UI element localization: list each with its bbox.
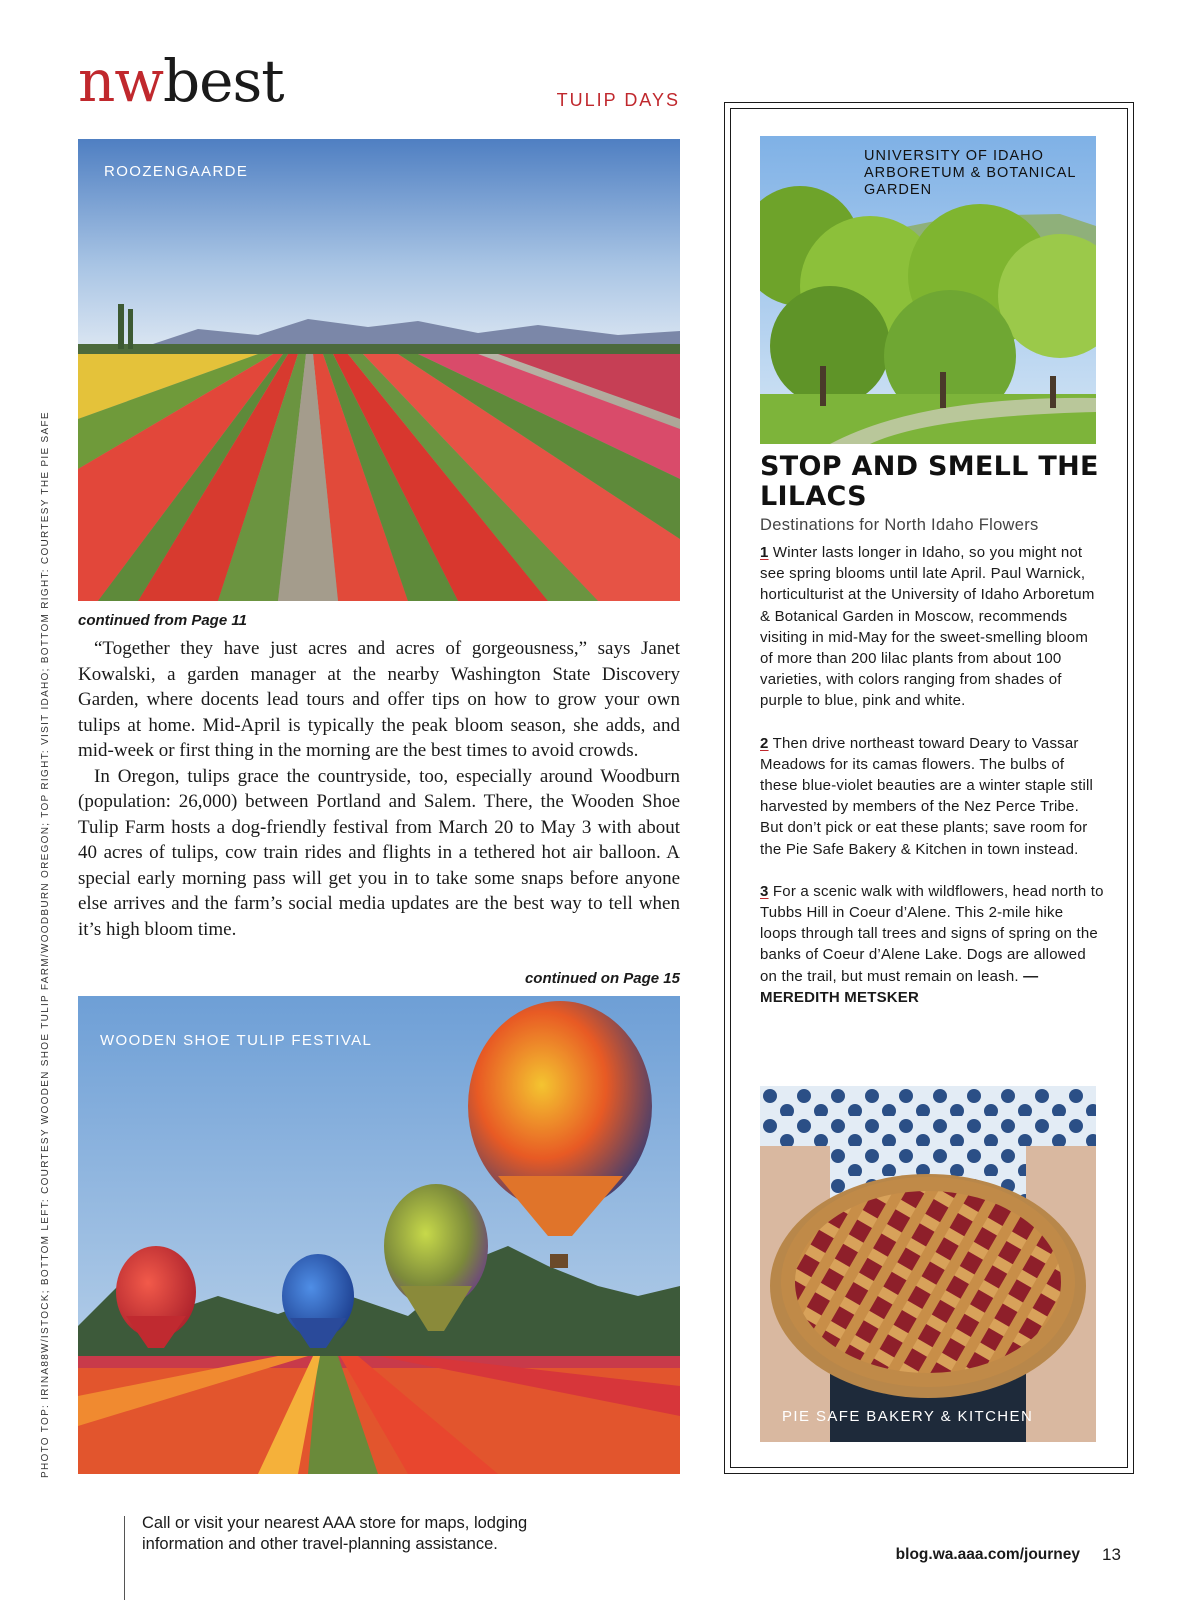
sidebar-headline: STOP AND SMELL THE LILACS	[760, 451, 1099, 512]
continued-from: continued from Page 11	[78, 612, 247, 629]
sidebar-item-number: 2	[760, 734, 769, 752]
photo-caption-wooden-shoe: WOODEN SHOE TULIP FESTIVAL	[100, 1032, 373, 1049]
sidebar-byline: — MEREDITH METSKER	[760, 967, 1039, 1006]
sidebar-item-text: Winter lasts longer in Idaho, so you might not see spring blooms until late April. Paul Warnick, horticulturist at the University of Idaho Arboretum & Botanical Garden in Moscow, recommends visiting in mid-May for the sweet-smelling bloom of more than 200 lilac plants from about 100 varieties, with colors ranging from shades of purple to blue, pink and white.	[760, 544, 1095, 710]
photo-arboretum	[760, 136, 1096, 444]
photo-caption-arboretum: UNIVERSITY OF IDAHO ARBORETUM & BOTANICAL GARDEN	[864, 148, 1076, 198]
footer-url[interactable]: blog.wa.aaa.com/journey	[895, 1546, 1080, 1563]
page-number: 13	[1102, 1545, 1121, 1564]
sidebar-item-2	[760, 733, 1104, 860]
photo-caption-pie-safe: PIE SAFE BAKERY & KITCHEN	[782, 1408, 1034, 1425]
tulip-field-image	[78, 139, 680, 601]
article-paragraph-1: “Together they have just acres and acres of gorgeousness,” says Janet Kowalski, a garden manager at the nearby Washington State Discovery Garden, where docents lead tours and offer tips on how to grow your own tulips at home. Mid-April is typically the peak bloom season, she adds, and mid-week or first thing in the morning are the best times to avoid crowds.	[78, 638, 680, 761]
nwbest-logo	[78, 47, 284, 115]
sidebar-subhead: Destinations for North Idaho Flowers	[760, 516, 1039, 534]
logo-best: best	[163, 47, 284, 115]
article-body	[78, 636, 680, 942]
logo-nw: nw	[78, 47, 163, 115]
footer-note: Call or visit your nearest AAA store for maps, lodging information and other travel-planning assistance.	[142, 1514, 528, 1553]
photo-credits: PHOTO TOP: IRINA88W/ISTOCK; BOTTOM LEFT: COURTESY WOODEN SHOE TULIP FARM/WOODBURN OREGON; TOP RIGHT: VISIT IDAHO; BOTTOM RIGHT: COURTESY THE PIE SAFE	[40, 411, 51, 1478]
photo-roozengaarde	[78, 139, 680, 601]
sidebar-item-text: Then drive northeast toward Deary to Vassar Meadows for its camas flowers. The bulbs of these blue-violet beauties are a winter staple still harvested by members of the Nez Perce Tribe. But don’t pick or eat these plants; save room for the Pie Safe Bakery & Kitchen in town instead.	[760, 734, 1094, 858]
continued-on: continued on Page 15	[524, 970, 680, 987]
section-label: TULIP DAYS	[556, 90, 680, 110]
sidebar-item-number: 3	[760, 882, 769, 900]
sidebar-item-1	[760, 542, 1104, 712]
photo-wooden-shoe	[78, 996, 680, 1474]
article-paragraph-2: In Oregon, tulips grace the countryside, too, especially around Woodburn (population: 26,000) between Portland and Salem. There, the Wooden Shoe Tulip Farm hosts a dog-friendly festival from March 20 to May 3 with about 40 acres of tulips, cow train rides and flights in a tethered hot air balloon. A special early morning pass will get you in to take some snaps before anyone else arrives and the farm’s social media updates are the best way to tell when it’s high bloom time.	[78, 765, 680, 940]
photo-pie-safe	[760, 1086, 1096, 1442]
sidebar-body	[760, 542, 1104, 1029]
sidebar-item-text: For a scenic walk with wildflowers, head north to Tubbs Hill in Coeur d’Alene. This 2-mile hike loops through tall trees and signs of spring on the banks of Coeur d’Alene Lake. Dogs are allowed on the trail, but must remain on leash.	[760, 882, 1104, 985]
photo-caption-roozengaarde: ROOZENGAARDE	[104, 163, 249, 180]
sidebar-item-number: 1	[760, 544, 769, 561]
footer-rule	[124, 1516, 125, 1600]
balloon-festival-image	[78, 996, 680, 1474]
cherry-pie-image	[760, 1086, 1096, 1442]
sidebar-item-3	[760, 881, 1104, 1008]
